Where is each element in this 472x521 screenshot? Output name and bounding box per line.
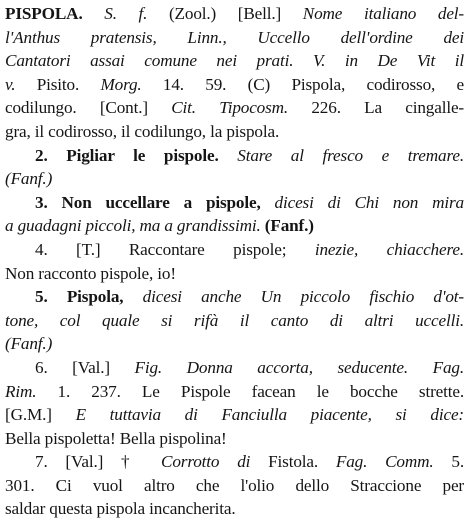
roman-text [219,146,238,165]
entry-line [5,49,464,73]
entry-line [5,120,464,144]
entry-line [5,285,464,309]
italic-text: Nome italiano del- [302,4,464,23]
entry-line [5,332,464,356]
italic-text: Cantatori assai comune nei prati. V. in De Vit il [5,51,464,71]
entry-line [5,214,464,238]
entry-line [5,262,464,286]
roman-text: codilungo. [Cont.] [5,98,172,118]
entry-line [5,26,464,50]
italic-text: Rim. [5,381,37,401]
roman-text: 226. La cingalle- [288,98,464,118]
italic-text: inezie, chiacchere. [314,239,464,259]
entry-line [5,427,464,451]
entry-line [5,191,464,215]
entry-line [5,2,464,26]
italic-text: E tuttavia di Fanciulla piacente, si dice: [75,405,464,425]
roman-text: gra, il codirosso, il codilungo, la pispola. [5,121,280,141]
roman-text: 5. [433,452,464,472]
italic-text: Fig. Donna accorta, seducente. Fag. [134,357,464,377]
bold-text: 5. Pispola, [35,287,124,307]
entry-line [5,450,464,474]
roman-text [83,4,105,23]
italic-text: a guadagni piccoli, ma a grandissimi. [5,216,261,236]
entry-line [5,167,464,191]
roman-text: Bella pispoletta! Bella pispolina! [5,428,227,448]
italic-text: Stare al fresco e tremare. [237,145,464,165]
roman-text: 6. [Val.] [35,357,135,377]
entry-line [5,474,464,498]
italic-text: Corrotto di [161,452,251,472]
bold-text: 3. Non uccellare a pispole, [35,192,261,212]
italic-text: Fag. Comm. [335,452,434,472]
roman-text: Pisito. [15,74,101,94]
italic-text: S. f. [104,4,148,23]
entry-line [5,73,464,97]
roman-text: saldar questa pispola incancherita. [5,499,236,519]
italic-text: dicesi di Chi non mira [274,192,464,212]
entry-line [5,96,464,120]
italic-text: tone, col quale si rifà il canto di altri uccelli. [5,310,464,330]
roman-text [261,193,275,212]
italic-text: l'Anthus pratensis, Linn., Uccello dell'ordine dei [5,27,464,47]
bold-text: 2. Pigliar le pispole. [35,145,219,165]
italic-text: (Fanf.) [5,334,53,354]
italic-text: (Fanf.) [5,169,53,189]
roman-text: 4. [T.] Raccontare pispole; [35,239,315,259]
roman-text [123,287,142,306]
roman-text: [G.M.] [5,405,76,425]
entry-line [5,356,464,380]
roman-text: Non racconto pispole, io! [5,263,176,283]
italic-text: Cit. Tipocosm. [171,98,289,118]
italic-text: Morg. [100,74,142,94]
entry-line [5,238,464,262]
entry-line [5,497,464,521]
roman-text: 301. Ci vuol altro che l'olio dello Straccione per [5,475,464,495]
roman-text: Fistola. [250,452,336,472]
entry-line [5,144,464,168]
entry-line [5,403,464,427]
roman-text: 1. 237. Le Pispole facean le bocche strette. [36,381,464,401]
bold-text: PISPOLA. [5,4,83,23]
bold-text: (Fanf.) [264,216,314,236]
roman-text: 14. 59. (C) Pispola, codirosso, e [141,74,464,94]
entry-line [5,309,464,333]
entry-line [5,380,464,404]
roman-text: (Zool.) [Bell.] [147,4,303,23]
roman-text: 7. [Val.] † [35,452,162,472]
italic-text: dicesi anche Un piccolo fischio d'ot- [142,287,464,307]
italic-text: v. [5,74,16,94]
